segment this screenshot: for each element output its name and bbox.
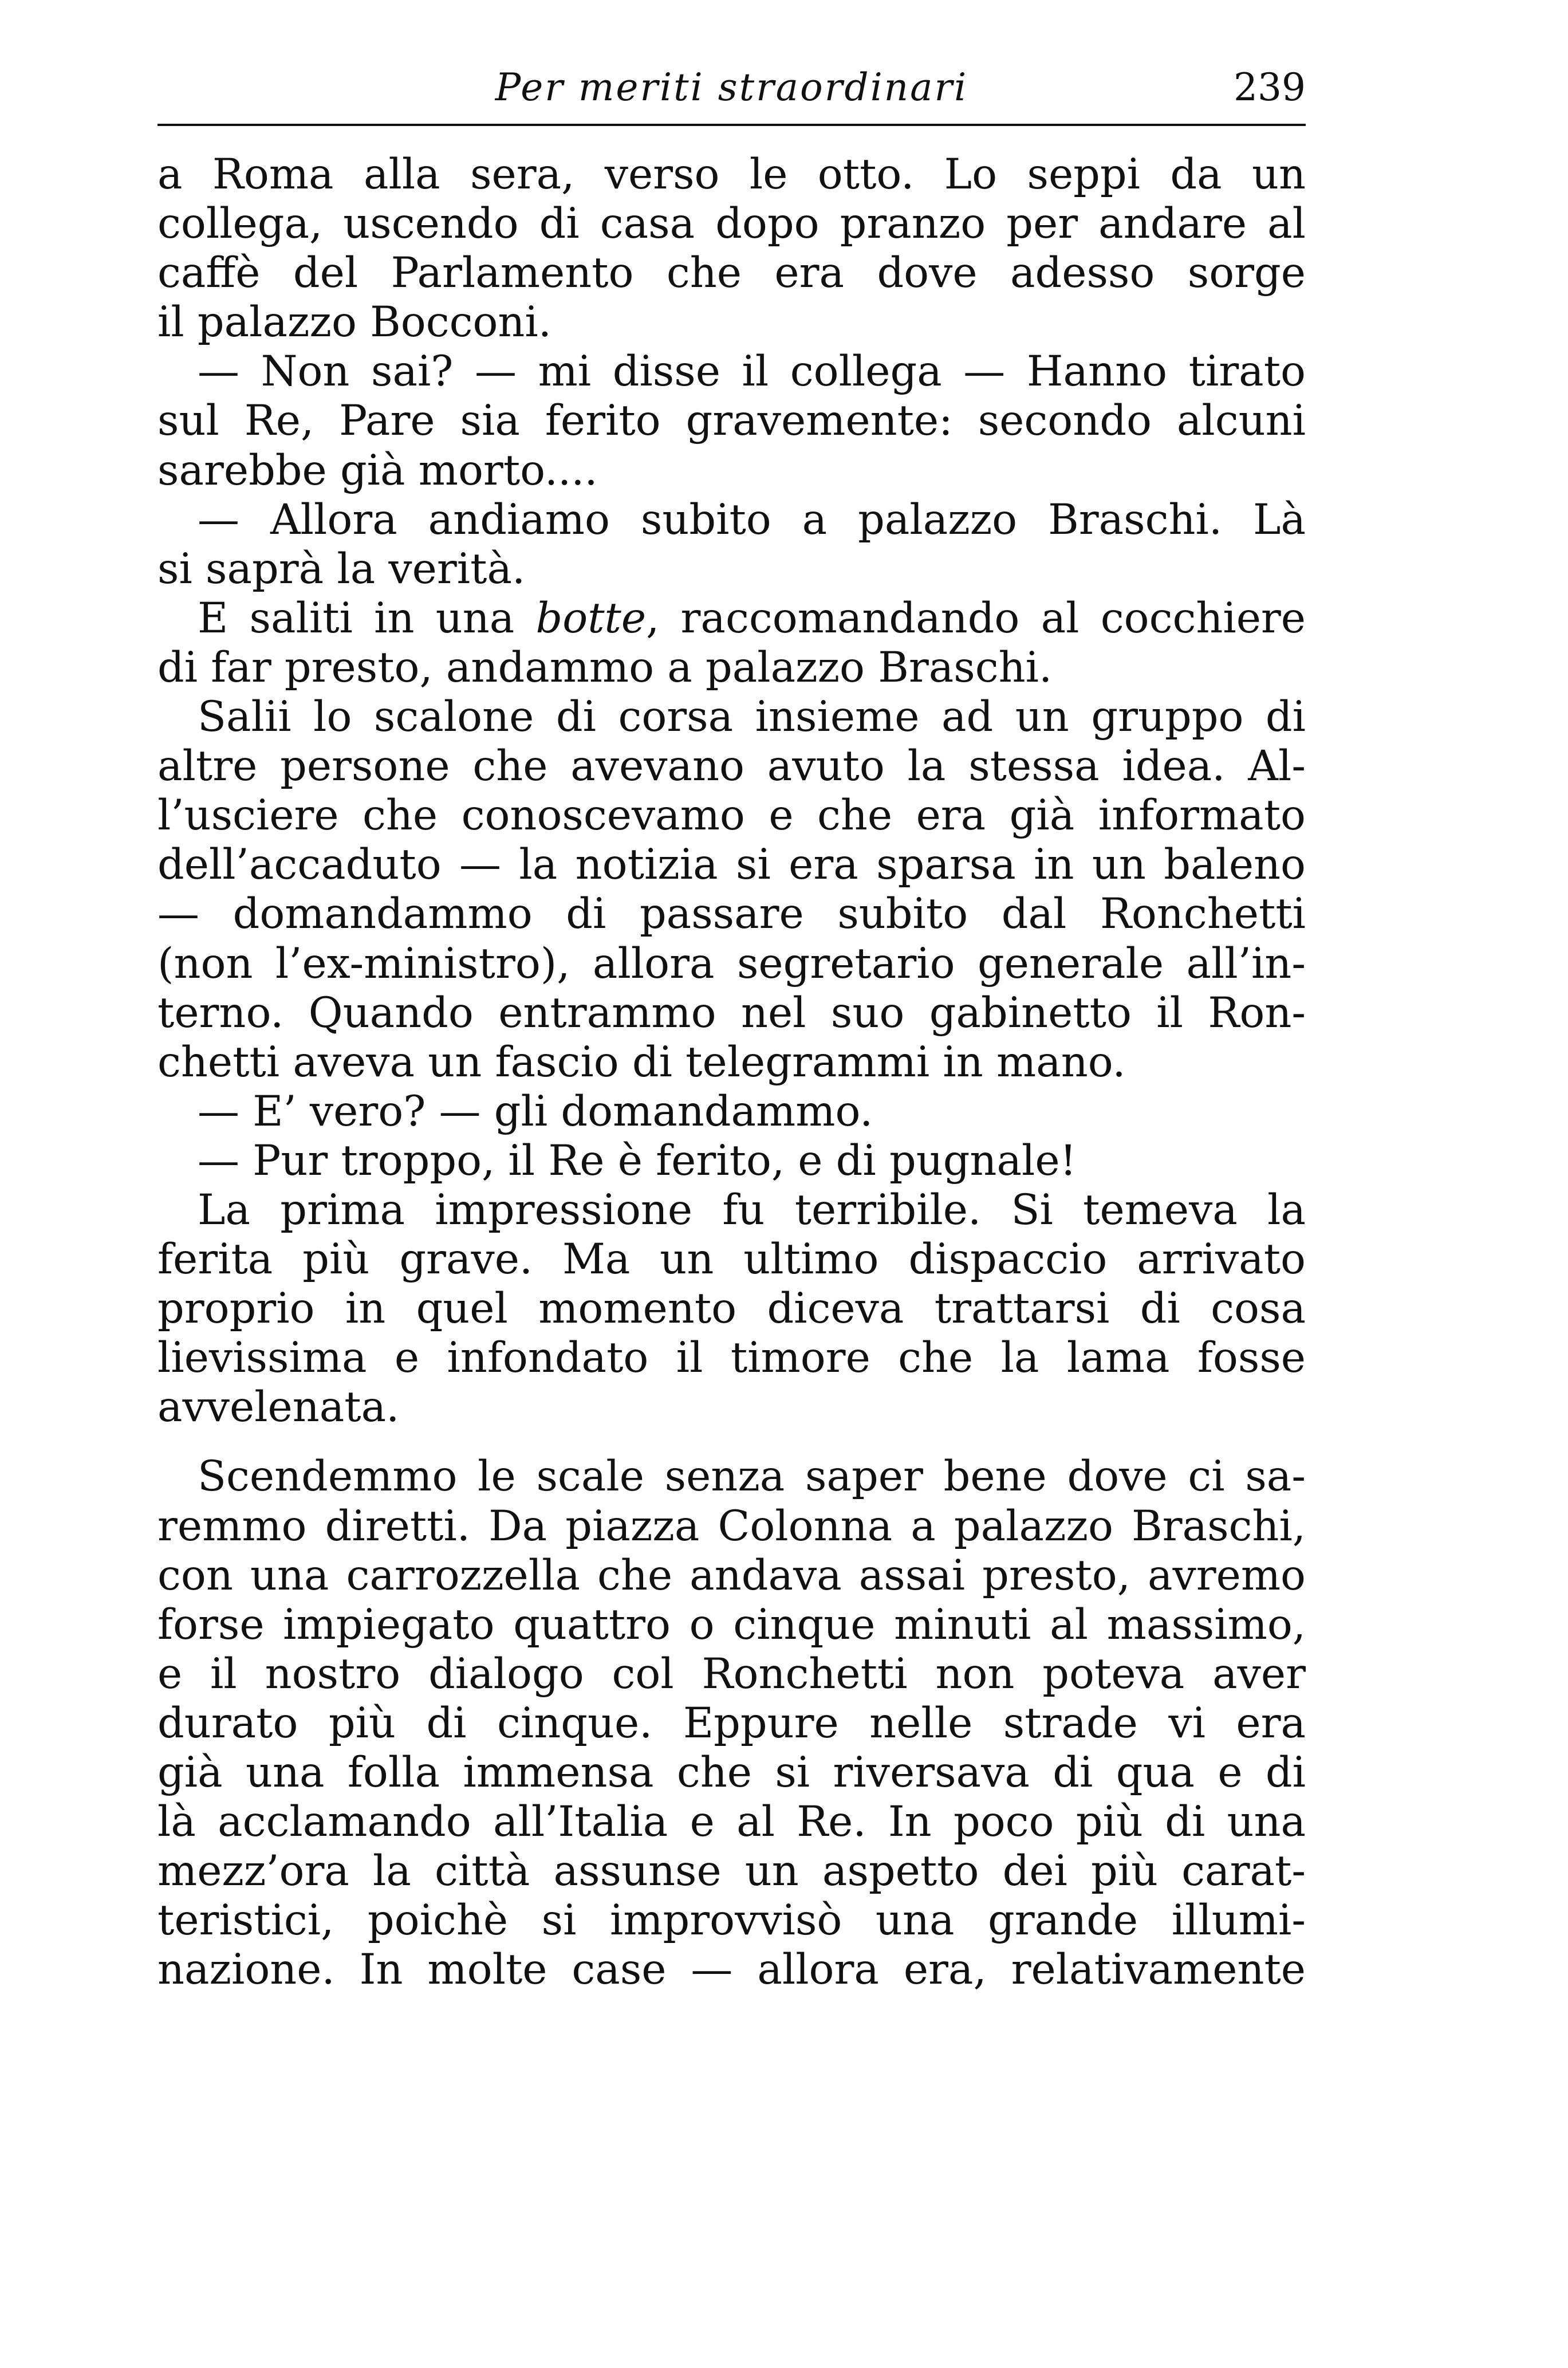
- text-line: forse impiegato quattro o cinque minuti al massimo,: [157, 1600, 1306, 1649]
- text-line: altre persone che avevano avuto la stessa idea. Al-: [157, 742, 1306, 791]
- text-line: durato più di cinque. Eppure nelle strade vi era: [157, 1698, 1306, 1748]
- text-line: sarebbe già morto....: [157, 446, 598, 495]
- text-line: a Roma alla sera, verso le otto. Lo seppi da un: [157, 150, 1306, 199]
- text-line: sul Re, Pare sia ferito gravemente: secondo alcuni: [157, 396, 1306, 446]
- text-line: — E’ vero? — gli domandammo.: [198, 1087, 873, 1136]
- text-line: teristici, poichè si improvvisò una grande illumi-: [157, 1896, 1306, 1945]
- text-line: avvelenata.: [157, 1383, 400, 1432]
- page-number: 239: [1234, 65, 1306, 109]
- text-line: nazione. In molte case — allora era, relativamente: [157, 1945, 1306, 1995]
- text-line: e il nostro dialogo col Ronchetti non poteva aver: [157, 1649, 1306, 1698]
- header-rule: [157, 124, 1306, 126]
- text-line: lievissima e infondato il timore che la lama fosse: [157, 1334, 1306, 1383]
- text-line: proprio in quel momento diceva trattarsi di cosa: [157, 1284, 1306, 1334]
- text-line: remmo diretti. Da piazza Colonna a palazzo Braschi,: [157, 1501, 1306, 1551]
- running-title: Per meriti straordinari: [495, 65, 968, 109]
- text-line: dell’accaduto — la notizia si era sparsa in un baleno: [157, 840, 1306, 890]
- page-header: [157, 54, 1306, 120]
- text-line: collega, uscendo di casa dopo pranzo per andare al: [157, 199, 1306, 249]
- text-line: già una folla immensa che si riversava di qua e di: [157, 1748, 1306, 1797]
- text-line: — domandammo di passare subito dal Ronchetti: [157, 890, 1306, 939]
- text-line: Scendemmo le scale senza saper bene dove ci sa-: [198, 1452, 1306, 1501]
- text-segment: , raccomandando al cocchiere: [646, 593, 1306, 643]
- text-line: di far presto, andammo a palazzo Braschi.: [157, 643, 1053, 692]
- text-line: si saprà la verità.: [157, 544, 526, 593]
- italic-word: botte: [535, 593, 647, 643]
- text-line: mezz’ora la città assunse un aspetto dei più carat-: [157, 1847, 1306, 1896]
- text-line: La prima impressione fu terribile. Si temeva la: [198, 1185, 1306, 1234]
- text-line: Salii lo scalone di corsa insieme ad un gruppo di: [198, 693, 1306, 742]
- text-line: chetti aveva un fascio di telegrammi in mano.: [157, 1037, 1126, 1087]
- text-line: il palazzo Bocconi.: [157, 298, 551, 347]
- text-line: ferita più grave. Ma un ultimo dispaccio arrivato: [157, 1235, 1306, 1284]
- text-line: là acclamando all’Italia e al Re. In poco più di una: [157, 1797, 1306, 1847]
- text-line: — Non sai? — mi disse il collega — Hanno tirato: [198, 347, 1306, 396]
- text-line: terno. Quando entrammo nel suo gabinetto il Ron-: [157, 988, 1306, 1037]
- text-line: l’usciere che conoscevamo e che era già informato: [157, 791, 1306, 840]
- text-line-with-italic: [157, 594, 1306, 643]
- text-line: — Pur troppo, il Re è ferito, e di pugnale!: [198, 1136, 1077, 1185]
- text-line: caffè del Parlamento che era dove adesso sorge: [157, 249, 1306, 298]
- text-line: con una carrozzella che andava assai presto, avremo: [157, 1551, 1306, 1600]
- body-text: [157, 150, 1306, 1995]
- text-line: — Allora andiamo subito a palazzo Braschi. Là: [198, 495, 1306, 544]
- text-line: (non l’ex-ministro), allora segretario generale all’in-: [157, 939, 1306, 988]
- text-segment: E saliti in una: [198, 593, 536, 643]
